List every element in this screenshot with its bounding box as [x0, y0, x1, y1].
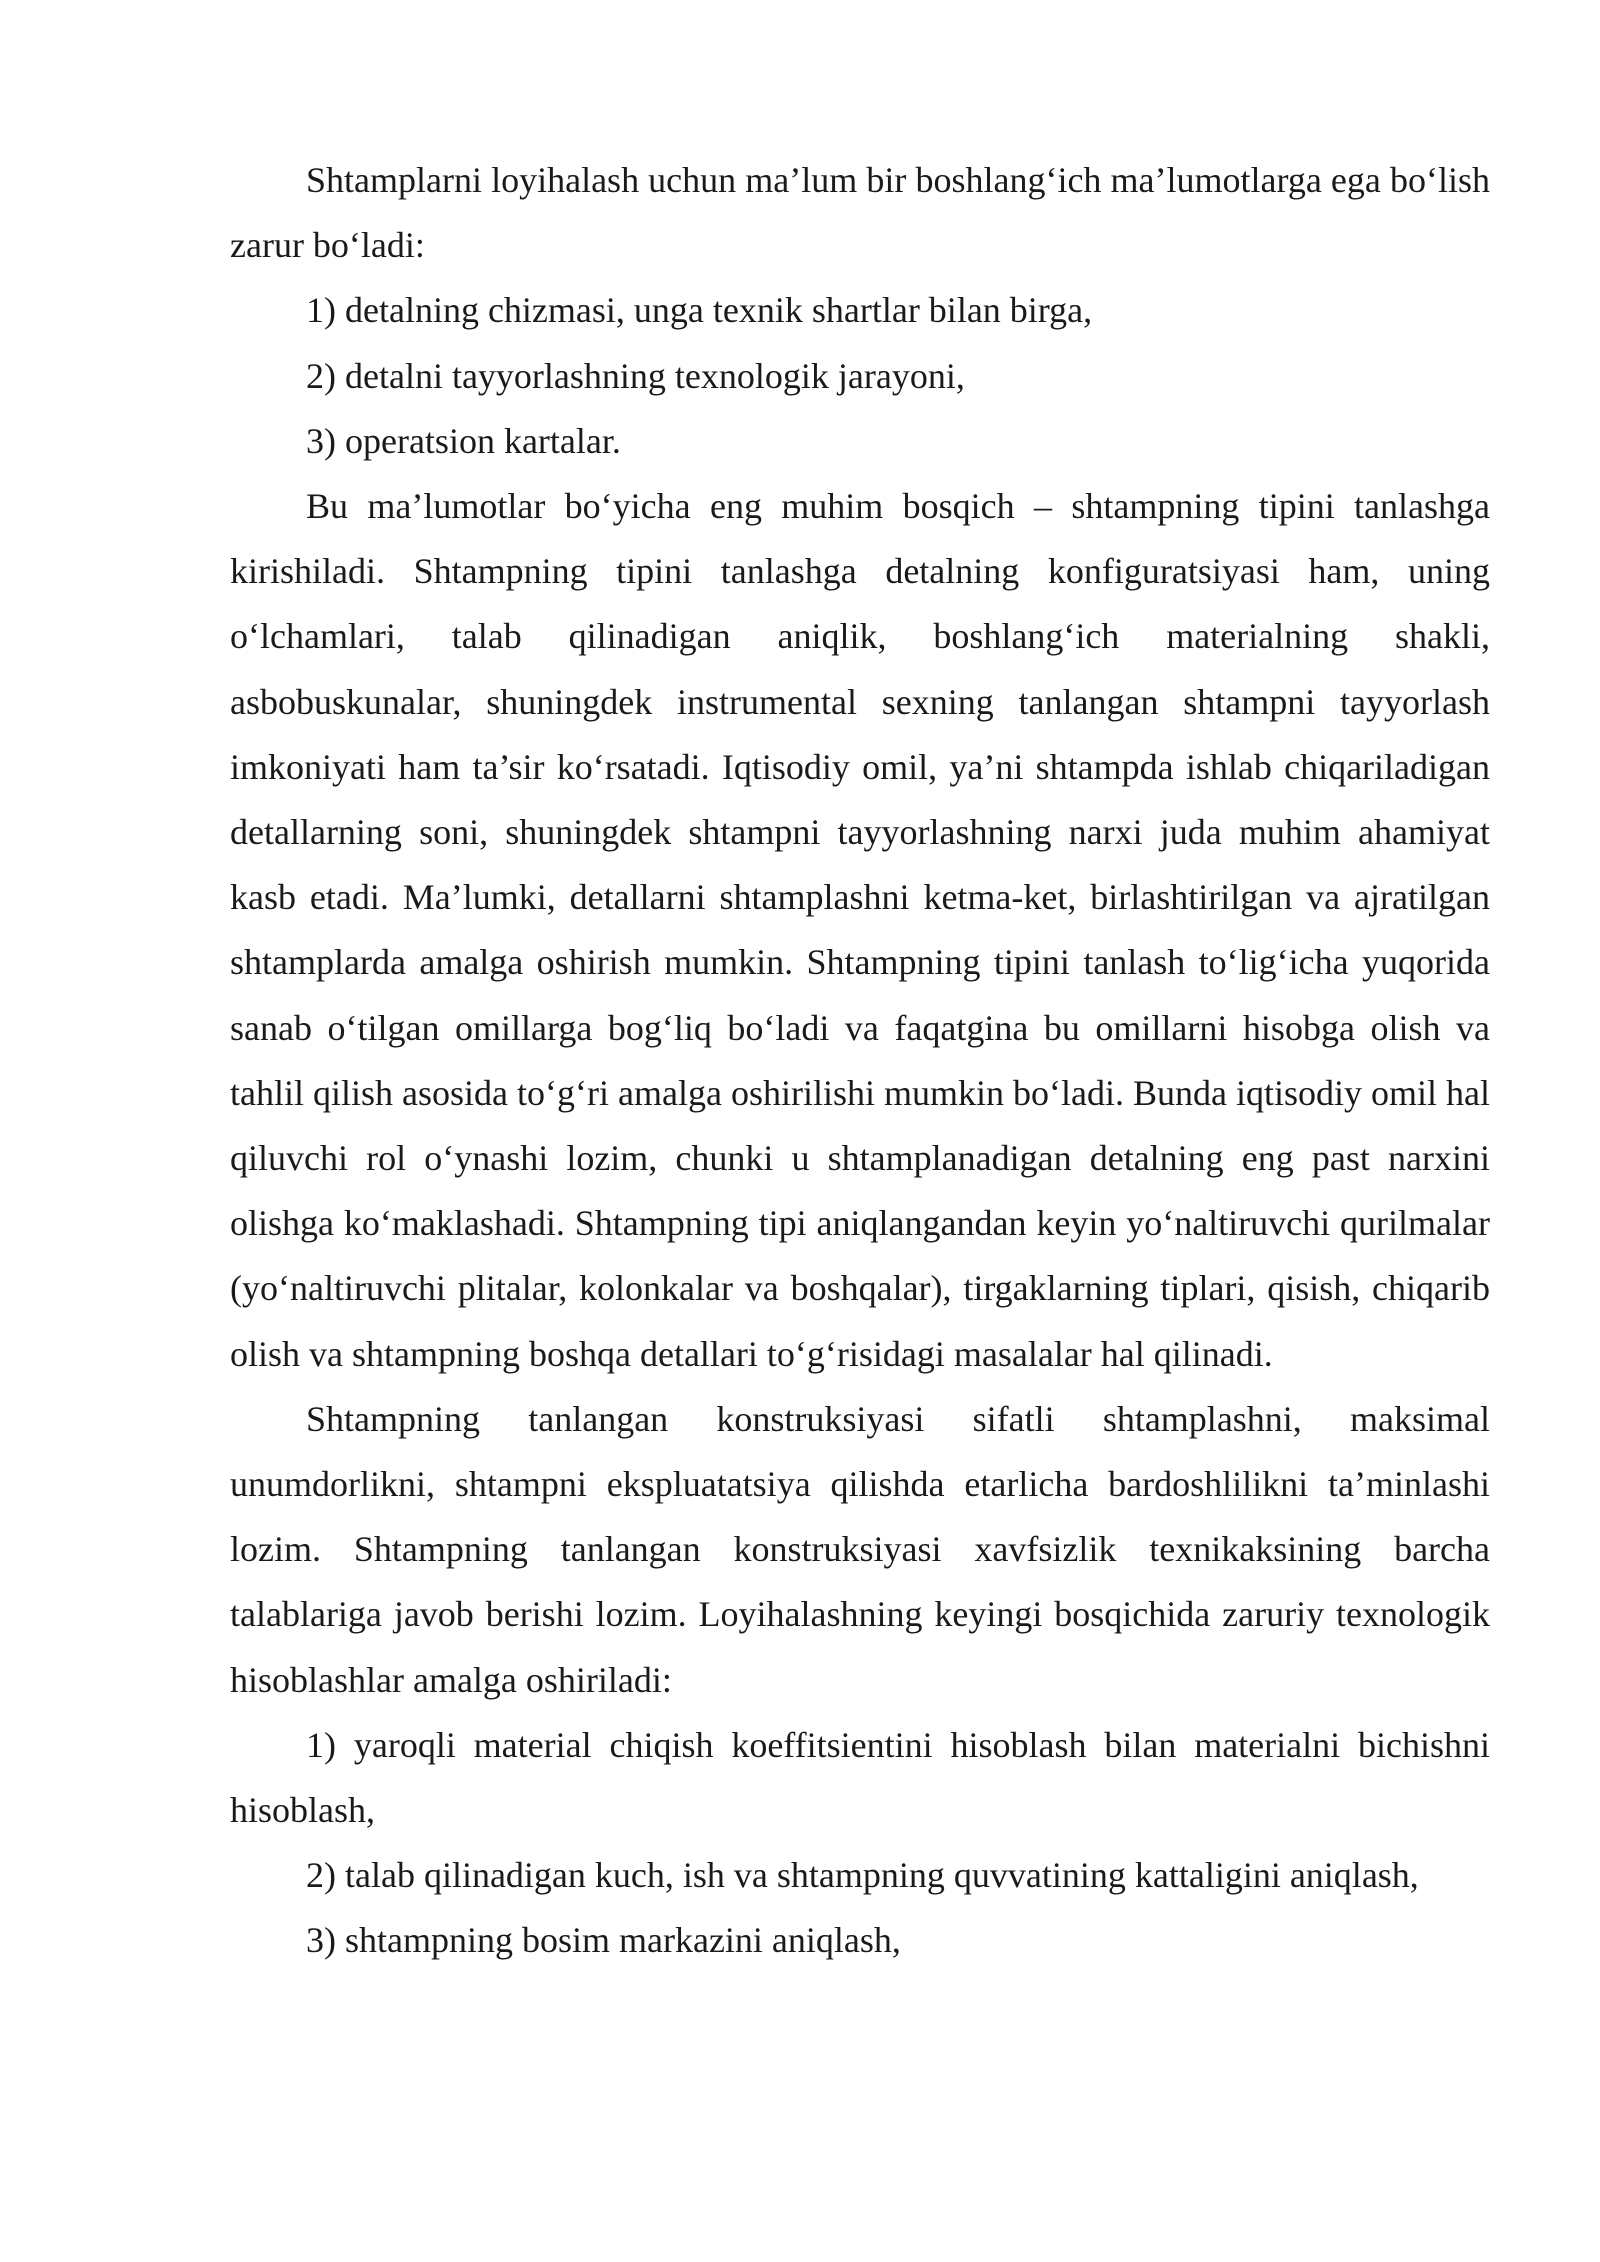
- list-item-cards: 3) operatsion kartalar.: [306, 420, 621, 461]
- paragraph-intro: Shtamplarni loyihalash uchun ma’lum bir boshlang‘ich ma’lumotlarga ega bo‘lish zarur bo‘ladi:: [230, 160, 1490, 266]
- document-page: [230, 148, 1490, 1974]
- list-item-drawing: 1) detalning chizmasi, unga texnik shartlar bilan birga,: [306, 290, 1093, 331]
- list-item-material-calc: 1) yaroqli material chiqish koeffitsientini hisoblash bilan materialni bichishni hisoblash,: [230, 1724, 1490, 1831]
- paragraph-stamp-type: Bu ma’lumotlar bo‘yicha eng muhim bosqich – shtampning tipini tanlashga kirishiladi. Shtampning tipini tanlashga detalning konfiguratsiyasi ham, uning o‘lchamlari, talab qilinadigan aniqlik, boshlang‘ich materialning shakli, asbobuskunalar, shuningdek instrumental sexning tanlangan shtampni tayyorlash imkoniyati ham ta’sir ko‘rsatadi. Iqtisodiy omil, ya’ni shtampda ishlab chiqariladigan detallarning soni, shuningdek shtampni tayyorlashning narxi juda muhim ahamiyat kasb etadi. Ma’lumki, detallarni shtamplashni ketma-ket, birlashtirilgan va ajratilgan shtamplarda amalga oshirish mumkin. Shtampning tipini tanlash to‘lig‘icha yuqorida sanab o‘tilgan omillarga bog‘liq bo‘ladi va faqatgina bu omillarni hisobga olish va tahlil qilish asosida to‘g‘ri amalga oshirilishi mumkin bo‘ladi. Bunda iqtisodiy omil hal qiluvchi rol o‘ynashi lozim, chunki u shtamplanadigan detalning eng past narxini olishga ko‘maklashadi. Shtampning tipi aniqlangandan keyin yo‘naltiruvchi qurilmalar (yo‘naltiruvchi plitalar, kolonkalar va boshqalar), tirgaklarning tiplari, qisish, chiqarib olish va shtampning boshqa detallari to‘g‘risidagi masalalar hal qilinadi.: [230, 486, 1490, 1374]
- list-item-process: 2) detalni tayyorlashning texnologik jarayoni,: [306, 355, 965, 396]
- paragraph-stamp-construction: Shtampning tanlangan konstruksiyasi sifatli shtamplashni, maksimal unumdorlikni, shtampni ekspluatatsiya qilishda etarlicha bardoshlilikni ta’minlashi lozim. Shtampning tanlangan konstruksiyasi xavfsizlik texnikaksining barcha talablariga javob berishi lozim. Loyihalashning keyingi bosqichida zaruriy texnologik hisoblashlar amalga oshiriladi:: [230, 1398, 1490, 1700]
- list-item-pressure-center: 3) shtampning bosim markazini aniqlash,: [306, 1920, 901, 1961]
- list-item-force-calc: 2) talab qilinadigan kuch, ish va shtampning quvvatining kattaligini aniqlash,: [306, 1855, 1419, 1896]
